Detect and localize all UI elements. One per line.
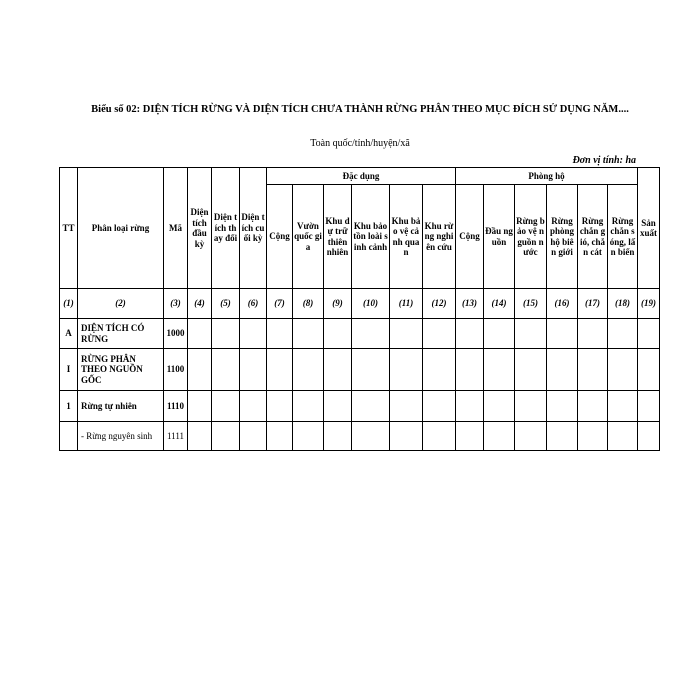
column-number: (16) [547,289,578,319]
report-title: Biểu số 02: DIỆN TÍCH RỪNG VÀ DIỆN TÍCH CHƯA THÀNH RỪNG PHÂN THEO MỤC ĐÍCH SỬ DỤNG NĂM.... [91,104,629,115]
header-area-start: Diện tích đầu kỳ [188,168,212,289]
column-number: (19) [638,289,660,319]
row-tt: 1 [60,391,78,422]
header-research-forest: Khu rừng nghiên cứu [423,185,456,289]
header-national-park: Vườn quốc gia [293,185,324,289]
table-row [60,349,660,391]
column-number: (11) [390,289,423,319]
header-area-change: Diện tích thay đổi [212,168,240,289]
column-number: (4) [188,289,212,319]
header-watershed: Đầu nguồn [484,185,515,289]
header-tt: TT [60,168,78,289]
header-protection: Phòng hộ [456,168,638,185]
header-wind-sand: Rừng chắn gió, chắn cát [578,185,608,289]
row-code: 1100 [164,349,188,391]
column-number: (10) [352,289,390,319]
column-number: (3) [164,289,188,319]
column-number-row [60,289,660,319]
row-tt [60,422,78,451]
report-scope: Toàn quốc/tỉnh/huyện/xã [310,138,410,149]
header-species-habitat: Khu bảo tồn loài sinh cảnh [352,185,390,289]
column-number: (6) [240,289,267,319]
column-number: (12) [423,289,456,319]
header-area-end: Diện tích cuối kỳ [240,168,267,289]
row-code: 1000 [164,319,188,349]
column-number: (8) [293,289,324,319]
row-code: 1111 [164,422,188,451]
row-category: - Rừng nguyên sinh [78,422,164,451]
header-landscape-protection: Khu bảo vệ cảnh quan [390,185,423,289]
table-row [60,319,660,349]
header-water-source: Rừng bảo vệ nguồn nước [515,185,547,289]
header-production: Sản xuất [638,168,660,289]
column-number: (15) [515,289,547,319]
column-number: (5) [212,289,240,319]
table-row [60,422,660,451]
row-code: 1110 [164,391,188,422]
table-row [60,391,660,422]
column-number: (1) [60,289,78,319]
column-number: (9) [324,289,352,319]
column-number: (13) [456,289,484,319]
column-number: (2) [78,289,164,319]
header-nature-reserve: Khu dự trữ thiên nhiên [324,185,352,289]
row-category: DIỆN TÍCH CÓ RỪNG [78,319,164,349]
column-number: (17) [578,289,608,319]
header-special-total: Cộng [267,185,293,289]
column-number: (14) [484,289,515,319]
row-tt: I [60,349,78,391]
row-category: Rừng tự nhiên [78,391,164,422]
column-number: (7) [267,289,293,319]
row-category: RỪNG PHÂN THEO NGUỒN GỐC [78,349,164,391]
header-category: Phân loại rừng [78,168,164,289]
header-special-use: Đặc dụng [267,168,456,185]
header-protection-total: Cộng [456,185,484,289]
header-code: Mã [164,168,188,289]
header-border-protection: Rừng phòng hộ biên giới [547,185,578,289]
row-tt: A [60,319,78,349]
header-wave-sea: Rừng chắn sóng, lấn biển [608,185,638,289]
column-number: (18) [608,289,638,319]
forest-area-table [59,167,660,451]
unit-label: Đơn vị tính: ha [572,155,636,166]
